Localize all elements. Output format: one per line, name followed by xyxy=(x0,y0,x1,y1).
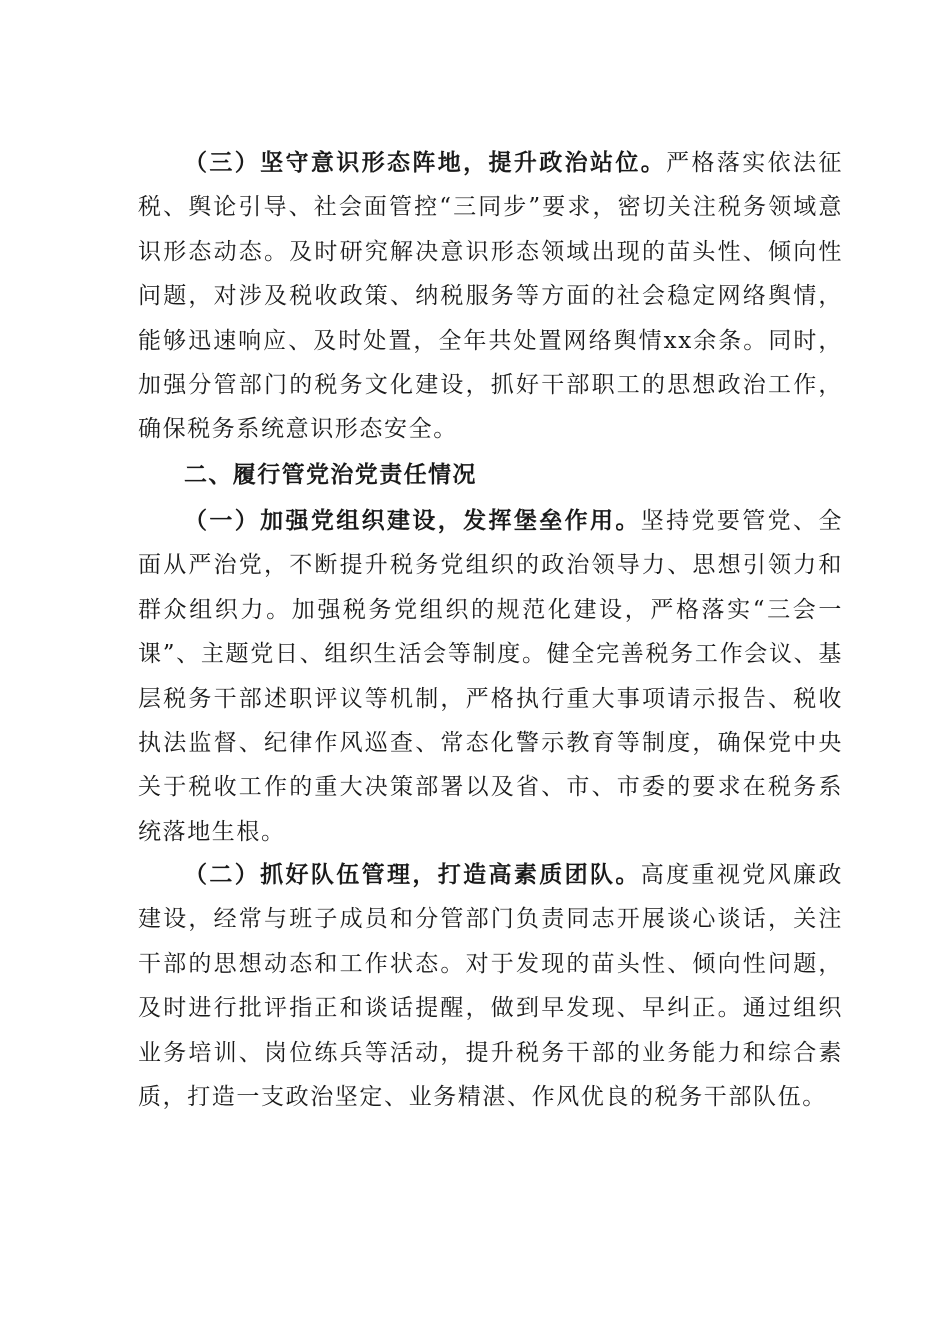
paragraph-ideology xyxy=(138,141,843,452)
section-heading: 二、履行管党治党责任情况 xyxy=(184,462,477,488)
paragraph-body: 严格落实依法征税、舆论引导、社会面管控“三同步”要求，密切关注税务领域意识形态动态。及时研究解决意识形态领域出现的苗头性、倾向性问题，对涉及税收政策、纳税服务等方面的社会稳定网络舆情，能够迅速响应、及时处置，全年共处置网络舆情xx余条。同时，加强分管部门的税务文化建设，抓好干部职工的思想政治工作，确保税务系统意识形态安全。 xyxy=(138,150,843,443)
paragraph-team-management xyxy=(138,853,843,1119)
paragraph-body: 坚持党要管党、全面从严治党，不断提升税务党组织的政治领导力、思想引领力和群众组织力。加强税务党组织的规范化建设，严格落实“三会一课”、主题党日、组织生活会等制度。健全完善税务工作会议、基层税务干部述职评议等机制，严格执行重大事项请示报告、税收执法监督、纪律作风巡查、常态化警示教育等制度，确保党中央关于税收工作的重大决策部署以及省、市、市委的要求在税务系统落地生根。 xyxy=(138,508,843,845)
paragraph-lead: （一）加强党组织建设，发挥堡垒作用。 xyxy=(184,507,641,534)
paragraph-party-organization xyxy=(138,499,843,854)
paragraph-body: 高度重视党风廉政建设，经常与班子成员和分管部门负责同志开展谈心谈话，关注干部的思想动态和工作状态。对于发现的苗头性、倾向性问题，及时进行批评指正和谈话提醒，做到早发现、早纠正。通过组织业务培训、岗位练兵等活动，提升税务干部的业务能力和综合素质，打造一支政治坚定、业务精湛、作风优良的税务干部队伍。 xyxy=(138,862,843,1111)
paragraph-lead: （三）坚守意识形态阵地，提升政治站位。 xyxy=(184,149,667,176)
paragraph-lead: （二）抓好队伍管理，打造高素质团队。 xyxy=(184,861,641,888)
